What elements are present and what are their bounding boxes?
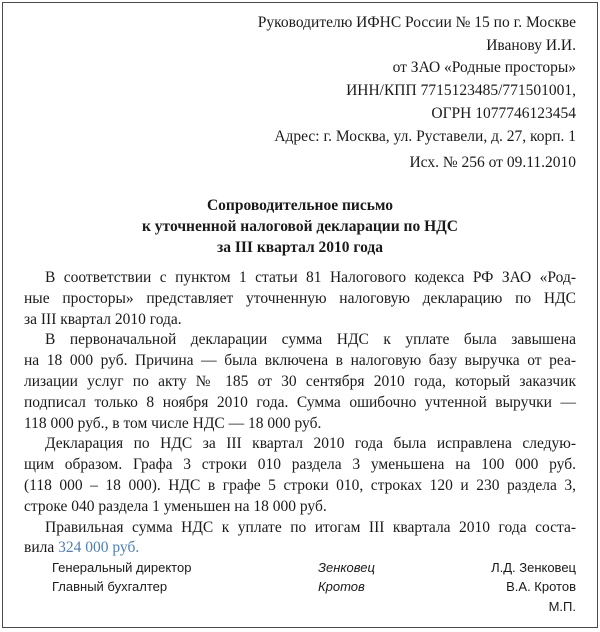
text-line: за III квартал 2010 года. <box>24 310 182 328</box>
paragraph-4 <box>24 518 576 560</box>
handwritten-signature: Кротов <box>318 579 365 594</box>
text-line: щим образом. Графа 3 строки 010 раздела 3 уменьшена на 100 000 руб. <box>24 456 576 474</box>
title-line: Сопроводительное письмо <box>206 197 394 214</box>
text-line: лизации услуг по акту № 185 от 30 сентября 2010 года, который заказчик <box>24 372 576 390</box>
document-title <box>3 195 597 258</box>
paragraph-3 <box>24 434 576 517</box>
stamp-place-label: М.П. <box>548 599 576 614</box>
text-line <box>24 538 576 559</box>
text-line: Правильная сумма НДС к уплате по итогам III квартала 2010 года соста- <box>45 518 576 536</box>
recipient-line: Адрес: г. Москва, ул. Руставели, д. 27, корп. 1 <box>274 127 576 145</box>
signature-row-accountant <box>52 577 576 597</box>
recipient-line: Иванову И.И. <box>486 36 576 54</box>
handwritten-signature: Зенковец <box>318 560 375 575</box>
signer-role: Главный бухгалтер <box>52 579 168 594</box>
text-line: 118 000 руб., в том числе НДС — 18 000 руб. <box>24 414 322 432</box>
text-line: (118 000 – 18 000). НДС в графе 5 строки 010, строках 120 и 230 раздела 3, <box>24 476 576 494</box>
stamp-row <box>52 597 576 617</box>
recipient-line: ИНН/КПП 7715123485/771501001, <box>346 82 576 100</box>
text-line: ные просторы» представляет уточненную налоговую декларацию по НДС <box>24 289 576 307</box>
document-page <box>2 2 598 628</box>
paragraph-2 <box>24 330 576 434</box>
letter-body <box>24 268 576 559</box>
correct-vat-amount: 324 000 руб. <box>58 539 140 557</box>
text-fragment: вила <box>24 539 59 557</box>
text-line: на 18 000 руб. Причина — была включена в налоговую базу выручка от реа- <box>24 352 576 370</box>
text-line: подписал только 8 ноября 2010 года. Сумма ошибочно учтенной выручки — <box>24 393 576 411</box>
text-line: В первоначальной декларации сумма НДС к уплате была завышена <box>45 331 576 349</box>
signer-name: В.А. Кротов <box>506 579 576 594</box>
title-line: за III квартал 2010 года <box>217 239 383 256</box>
recipient-line: Руководителю ИФНС России № 15 по г. Москве <box>257 14 576 31</box>
signer-name: Л.Д. Зенковец <box>491 560 576 575</box>
paragraph-1 <box>24 268 576 330</box>
recipient-line: от ЗАО «Родные просторы» <box>392 59 576 77</box>
text-line: Декларация по НДС за III квартал 2010 года была исправлена следую- <box>45 435 576 453</box>
text-line: В соответствии с пунктом 1 статьи 81 Налогового кодекса РФ ЗАО «Род- <box>45 269 576 286</box>
recipient-line: ОГРН 1077746123454 <box>431 104 576 122</box>
text-line: строке 040 раздела 1 уменьшен на 18 000 руб. <box>24 497 327 515</box>
signature-row-director <box>52 558 576 578</box>
signer-role: Генеральный директор <box>52 560 192 575</box>
recipient-block <box>258 12 576 148</box>
title-line: к уточненной налоговой декларации по НДС <box>142 218 458 235</box>
outgoing-number: Исх. № 256 от 09.11.2010 <box>409 154 576 171</box>
